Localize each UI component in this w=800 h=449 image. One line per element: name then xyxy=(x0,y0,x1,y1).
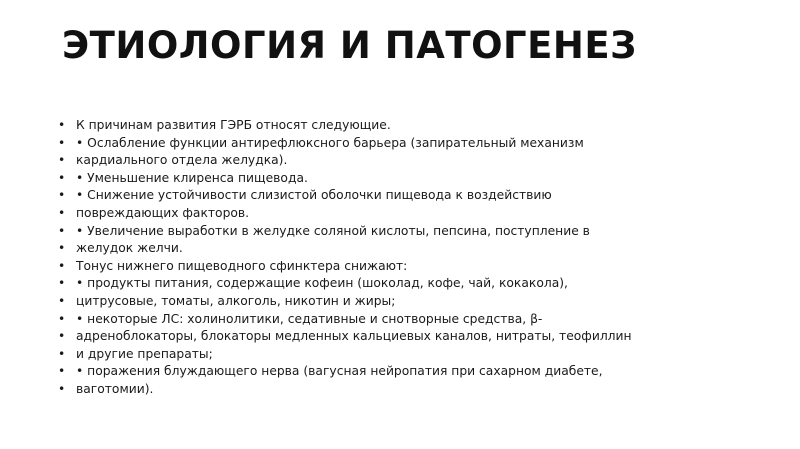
list-item-text: и другие препараты; xyxy=(76,346,213,361)
list-item xyxy=(58,205,658,223)
list-item-text: • Уменьшение клиренса пищевода. xyxy=(76,170,308,185)
list-item-text: • поражения блуждающего нерва (вагусная нейропатия при сахарном диабете, xyxy=(76,364,603,379)
list-item xyxy=(58,187,658,205)
list-item-text: желудок желчи. xyxy=(76,241,183,256)
list-item-text: К причинам развития ГЭРБ относят следующие. xyxy=(76,118,391,132)
bullet-marker: • xyxy=(58,118,66,132)
bullet-marker: • xyxy=(58,311,66,326)
list-item-text: • Увеличение выработки в желудке соляной кислоты, пепсина, поступление в xyxy=(76,223,590,238)
list-item xyxy=(58,170,658,188)
list-item xyxy=(58,117,658,135)
list-item xyxy=(58,258,658,276)
list-item xyxy=(58,152,658,170)
list-item-text: Тонус нижнего пищеводного сфинктера снижают: xyxy=(76,258,408,273)
bullet-marker: • xyxy=(58,153,66,168)
list-item-text: повреждающих факторов. xyxy=(76,205,250,220)
list-item-text: кардиального отдела желудка). xyxy=(76,153,288,168)
bullet-marker: • xyxy=(58,170,66,185)
bullet-marker: • xyxy=(58,346,66,361)
slide-title: ЭТИОЛОГИЯ И ПАТОГЕНЕЗ xyxy=(62,24,637,67)
list-item xyxy=(58,363,658,381)
bullet-marker: • xyxy=(58,258,66,273)
list-item-text: • Ослабление функции антирефлюксного барьера (запирательный механизм xyxy=(76,135,584,150)
bullet-marker: • xyxy=(58,293,66,308)
list-item xyxy=(58,346,658,364)
list-item xyxy=(58,223,658,241)
bullet-marker: • xyxy=(58,329,66,344)
bullet-marker: • xyxy=(58,188,66,203)
bullet-marker: • xyxy=(58,364,66,379)
list-item xyxy=(58,240,658,258)
list-item xyxy=(58,135,658,153)
bullet-marker: • xyxy=(58,381,66,396)
bullet-marker: • xyxy=(58,135,66,150)
bullet-marker: • xyxy=(58,276,66,291)
bullet-list xyxy=(58,117,658,399)
list-item-text: адреноблокаторы, блокаторы медленных кальциевых каналов, нитраты, теофиллин xyxy=(76,329,632,344)
list-item xyxy=(58,381,658,399)
bullet-marker: • xyxy=(58,223,66,238)
list-item-text: • некоторые ЛС: холинолитики, седативные и снотворные средства, β- xyxy=(76,311,543,326)
list-item xyxy=(58,311,658,329)
list-item xyxy=(58,293,658,311)
list-item-text: • продукты питания, содержащие кофеин (шоколад, кофе, чай, кокакола), xyxy=(76,276,568,291)
list-item-text: • Снижение устойчивости слизистой оболочки пищевода к воздействию xyxy=(76,188,552,203)
list-item-text: ваготомии). xyxy=(76,381,154,396)
bullet-marker: • xyxy=(58,205,66,220)
list-item xyxy=(58,275,658,293)
list-item xyxy=(58,328,658,346)
bullet-marker: • xyxy=(58,241,66,256)
list-item-text: цитрусовые, томаты, алкоголь, никотин и жиры; xyxy=(76,293,396,308)
